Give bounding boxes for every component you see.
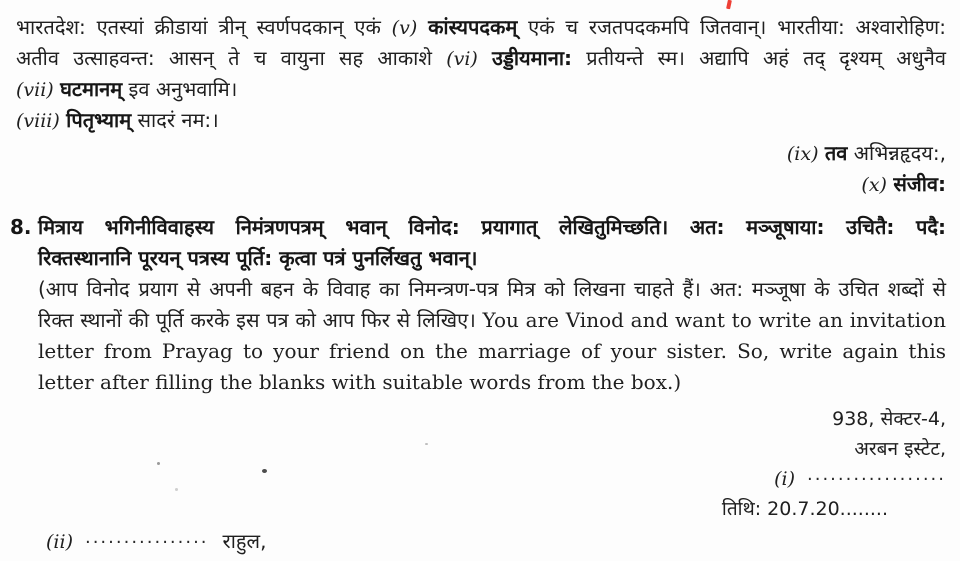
salutation-name: राहुल, — [222, 529, 267, 553]
english-instruction-text: letter from Prayag to your friend on the marriage of your sister. So, write again this — [38, 339, 946, 363]
letter-body-line-2 — [16, 43, 946, 74]
closing-line-ix — [16, 138, 946, 169]
letter-body-line-1 — [16, 12, 946, 43]
blank-line-ii — [46, 526, 946, 556]
address-text: 938, सेक्टर-4, — [832, 408, 946, 430]
fill-in-blank-dots: ················ — [84, 532, 209, 553]
letter-closing — [16, 138, 946, 200]
answer-word: तव — [824, 141, 848, 165]
scan-speck — [262, 469, 267, 473]
closing-text: अभिन्नहृदय:, — [853, 141, 946, 165]
english-instruction-text: You are Vinod and want to write an invitation — [482, 308, 946, 332]
letter-body-line-3 — [16, 74, 946, 105]
body-text: सादरं नम:। — [137, 108, 219, 132]
scan-speck — [425, 443, 428, 445]
fill-in-blank-dots: ·················· — [807, 469, 946, 490]
address-line-2 — [16, 434, 946, 464]
blank-line-i — [16, 464, 946, 494]
roman-marker-ii: (ii) — [46, 531, 73, 553]
body-text: भारतदेश: एतस्यां क्रीडायां त्रीन् स्वर्णपदकान् एकं — [16, 15, 381, 39]
roman-marker-vi: (vi) — [446, 48, 478, 70]
answer-word: कांस्यपदकम् — [428, 15, 518, 39]
roman-marker-x: (x) — [861, 174, 887, 196]
body-text: प्रतीयन्ते स्म। अद्यापि अहं तद् दृश्यम् अधुनैव — [586, 46, 946, 70]
hindi-instruction-text: रिक्त स्थानों की पूर्ति करके इस पत्र को आप फिर से लिखिए। — [38, 308, 476, 332]
question-hindi-english-line — [38, 305, 946, 336]
address-line-1 — [16, 404, 946, 434]
question-hindi-line-1 — [38, 274, 946, 305]
date-line — [16, 494, 888, 524]
body-text: एकं च रजतपदकमपि जितवान्। भारतीया: अश्वारोहिण: — [528, 15, 946, 39]
letter-address-block — [16, 404, 946, 524]
letter-body-paragraph — [16, 12, 946, 136]
question-stem-line-1 — [38, 212, 946, 243]
answer-word: घटमानम् — [60, 77, 123, 101]
english-instruction-text: letter after filling the blanks with suitable words from the box.) — [38, 370, 682, 394]
question-english-line-3 — [38, 367, 946, 398]
answer-word: पितृभ्याम् — [66, 108, 132, 132]
roman-marker-v: (v) — [391, 17, 418, 39]
question-stem-line-2 — [38, 243, 946, 274]
red-pen-mark-artifact — [726, 0, 732, 9]
letter-body-line-4 — [16, 105, 946, 136]
address-text: अरबन इस्टेट, — [854, 438, 946, 460]
roman-marker-viii: (viii) — [16, 110, 60, 132]
body-text: इव अनुभवामि। — [128, 77, 238, 101]
roman-marker-ix: (ix) — [786, 143, 819, 165]
question-stem-text: मित्राय भगिनीविवाहस्य निमंत्रणपत्रम् भवान् विनोद: प्रयागात् लेखितुमिच्छति। अत: मञ्जूषाया: उचितै: पदै: — [38, 215, 946, 239]
scan-speck — [175, 488, 178, 491]
question-stem-text: रिक्तस्थानानि पूरयन् पत्रस्य पूर्ति: कृत्वा पत्रं पुनर्लिखतु भवान्। — [38, 246, 478, 270]
date-text: तिथि: 20.7.20........ — [721, 498, 888, 520]
question-english-line-2 — [38, 336, 946, 367]
closing-line-x — [16, 169, 946, 200]
question-number: 8. — [10, 215, 32, 239]
body-text: अतीव उत्साहवन्त: आसन् ते च वायुना सह आकाशे — [16, 46, 432, 70]
signature-name: संजीव: — [893, 172, 946, 196]
scan-speck — [157, 462, 160, 465]
roman-marker-i: (i) — [774, 468, 795, 490]
roman-marker-vii: (vii) — [16, 79, 54, 101]
hindi-instruction-text: (आप विनोद प्रयाग से अपनी बहन के विवाह का निमन्त्रण-पत्र मित्र को लिखना चाहते हैं। अत: मञ्जूषा के उचित शब्दों से — [38, 277, 946, 301]
question-8 — [10, 212, 946, 398]
answer-word: उड्डीयमाना: — [492, 46, 573, 70]
